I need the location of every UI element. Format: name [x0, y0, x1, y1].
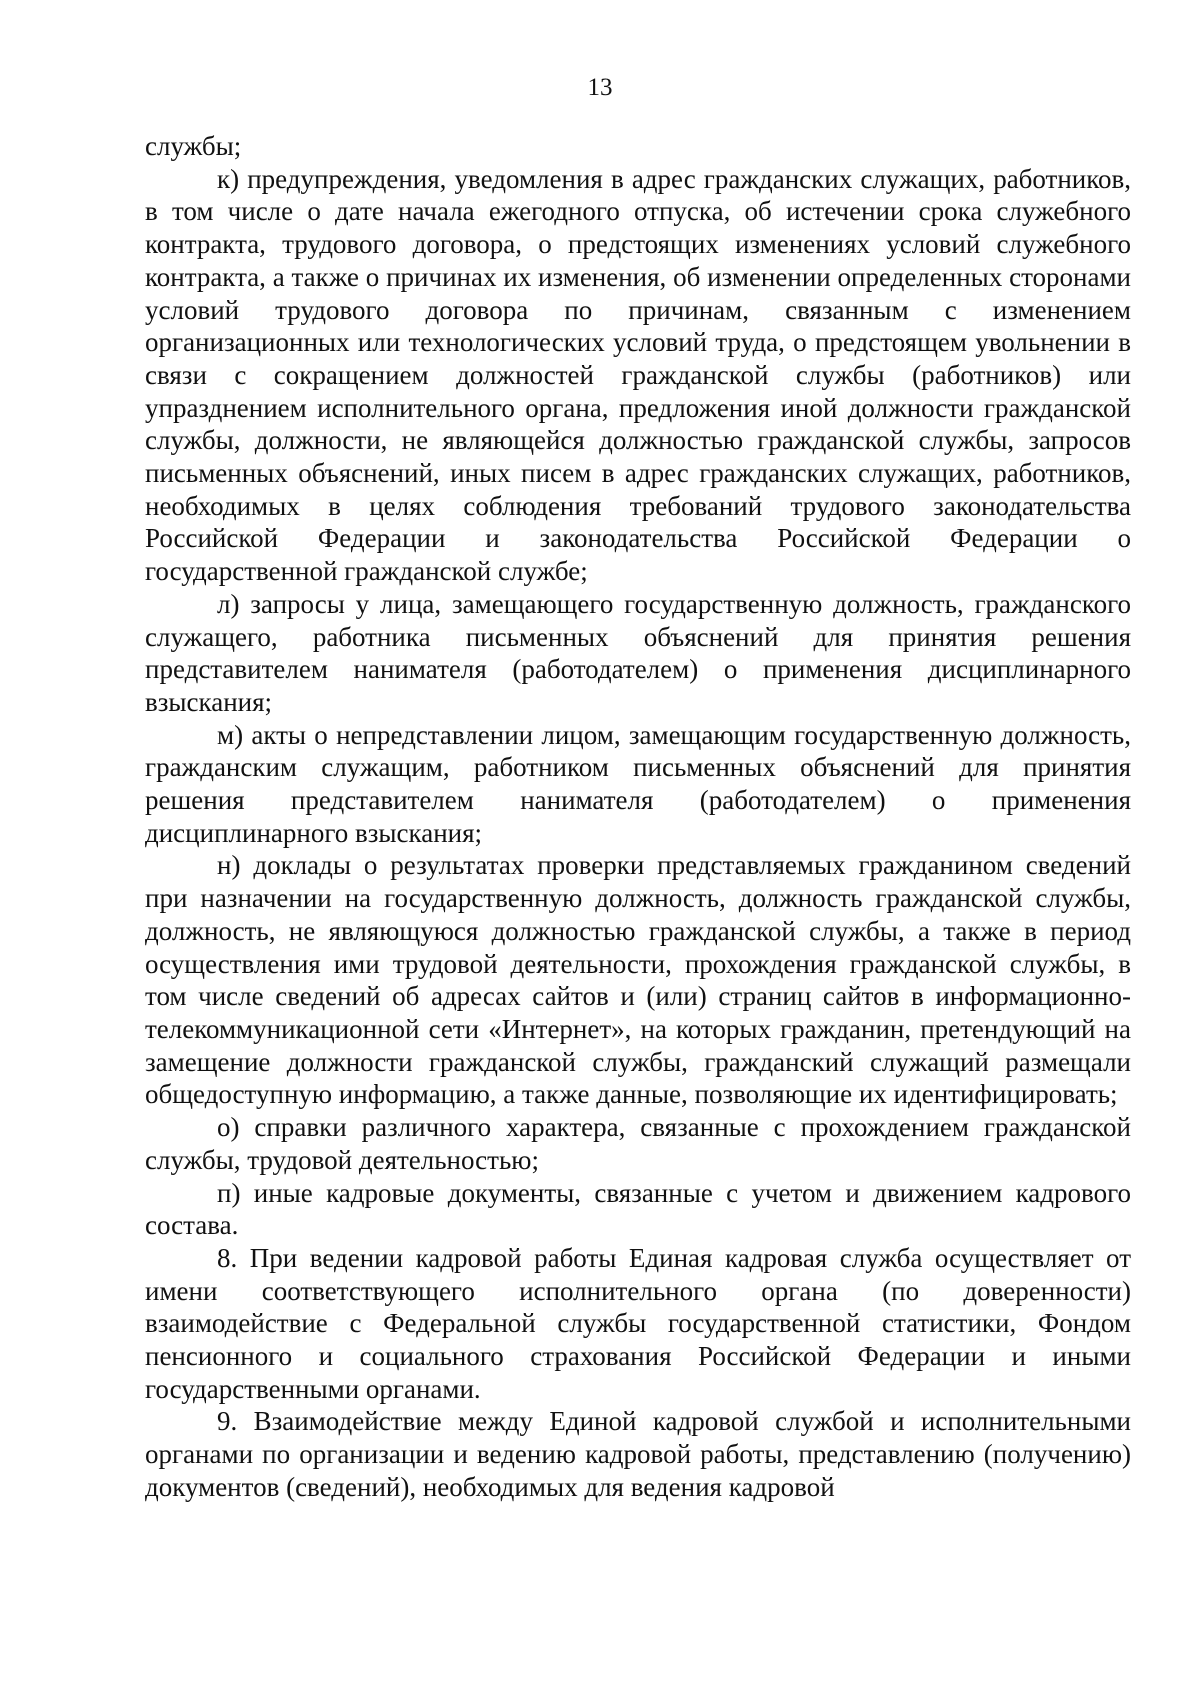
paragraph-point-9: 9. Взаимодействие между Единой кадровой службой и исполнительными органами по организации и ведению кадровой работы, представлению (получению) документов (сведений), необходимых для ведения кадровой [145, 1406, 1131, 1502]
paragraph-item-k: к) предупреждения, уведомления в адрес гражданских служащих, работников, в том числе о дате начала ежегодного отпуска, об истечении срока служебного контракта, трудового договора, о предстоящих изменениях условий служебного контракта, а также о причинах их изменения, об изменении определенных сторонами условий трудового договора по причинам, связанным с изменением организационных или технологических условий труда, о предстоящем увольнении в связи с сокращением должностей гражданской службы (работников) или упразднением исполнительного органа, предложения иной должности гражданской службы, должности, не являющейся должностью гражданской службы, запросов письменных объяснений, иных писем в адрес гражданских служащих, работников, необходимых в целях соблюдения требований трудового законодательства Российской Федерации и законодательства Российской Федерации о государственной гражданской службе; [145, 163, 1131, 587]
paragraph-point-8: 8. При ведении кадровой работы Единая кадровая служба осуществляет от имени соответствующего исполнительного органа (по доверенности) взаимодействие с Федеральной службы государственной статистики, Фондом пенсионного и социального страхования Российской Федерации и иными государственными органами. [145, 1242, 1131, 1404]
paragraph-item-n: н) доклады о результатах проверки представляемых гражданином сведений при назначении на государственную должность, должность гражданской службы, должность, не являющуюся должностью гражданской службы, а также в период осуществления ими трудовой деятельности, прохождения гражданской службы, в том числе сведений об адресах сайтов и (или) страниц сайтов в информационно-телекоммуникационной сети «Интернет», на которых гражданин, претендующий на замещение должности гражданской службы, гражданский служащий размещали общедоступную информацию, а также данные, позволяющие их идентифицировать; [145, 850, 1131, 1110]
paragraph-item-p: п) иные кадровые документы, связанные с учетом и движением кадрового состава. [145, 1177, 1131, 1241]
paragraph-item-o: о) справки различного характера, связанные с прохождением гражданской службы, трудовой деятельностью; [145, 1112, 1131, 1175]
paragraph-continuation: службы; [145, 131, 242, 161]
paragraph-item-l: л) запросы у лица, замещающего государственную должность, гражданского служащего, работника письменных объяснений для принятия решения представителем нанимателя (работодателем) о применения дисциплинарного взыскания; [145, 588, 1131, 717]
paragraph-item-m: м) акты о непредставлении лицом, замещающим государственную должность, гражданским служащим, работником письменных объяснений для принятия решения представителем нанимателя (работодателем) о применения дисциплинарного взыскания; [145, 719, 1131, 848]
document-body [145, 130, 1131, 1504]
page-number: 13 [587, 74, 613, 101]
